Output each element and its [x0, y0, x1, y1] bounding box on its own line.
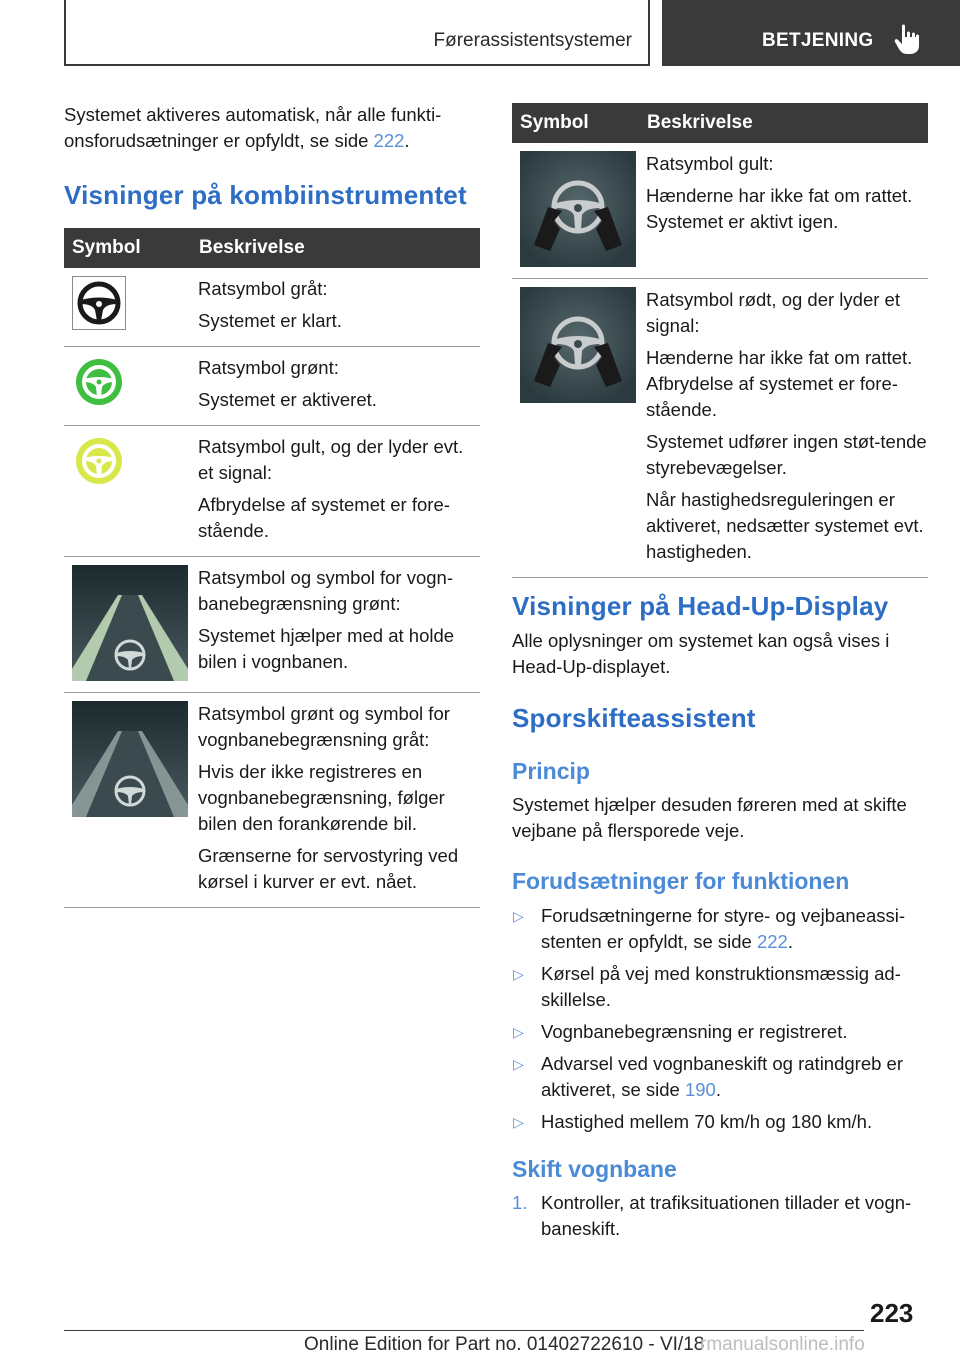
- change-lane-steps: [512, 1190, 928, 1242]
- table-row: [64, 347, 480, 426]
- hands-on-wheel-icon: [520, 151, 636, 267]
- heading-prerequisites: Forudsætninger for funktionen: [512, 868, 850, 894]
- footer-edition: Online Edition for Part no. 01402722610 - VI/18: [304, 1334, 705, 1355]
- principle-paragraph: Systemet hjælper desuden føreren med at skifte vejbane på flersporede veje.: [512, 794, 907, 841]
- page-link-190[interactable]: 190: [684, 1079, 716, 1100]
- table-header-description: Beskrivelse: [636, 103, 928, 143]
- prerequisites-list: [512, 903, 928, 1141]
- symbol-table-right: [512, 103, 928, 578]
- header-section-tab: [64, 0, 650, 66]
- list-item: ▷ Forudsætningerne for styre- og vejbaneassi-stenten er opfyldt, se side 222.: [513, 905, 906, 952]
- row-desc-2: Afbrydelse af systemet er fore-stående.: [198, 494, 450, 541]
- list-item: ▷ Advarsel ved vognbaneskift og ratindgreb er aktiveret, se side 190.: [513, 1053, 903, 1100]
- intro-paragraph: [64, 102, 480, 154]
- lane-green-icon: [72, 565, 188, 681]
- heading-lane-change-assistant: Sporskifteassistent: [512, 703, 756, 733]
- row-desc-4: Når hastighedsreguleringen er aktiveret, nedsætter systemet evt. hastigheden.: [646, 488, 924, 562]
- row-desc-2: Hænderne har ikke fat om rattet. Afbrydelse af systemet er fore-stående.: [646, 346, 913, 420]
- row-desc-2: Systemet hjælper med at holde bilen i vognbanen.: [198, 625, 455, 672]
- list-item: ▷ Hastighed mellem 70 km/h og 180 km/h.: [512, 1109, 928, 1135]
- page-number: 223: [870, 1298, 914, 1328]
- intro-end: .: [404, 130, 410, 151]
- list-item: ▷ Vognbanebegrænsning er registreret.: [512, 1019, 928, 1045]
- list-item: ▷ Kørsel på vej med konstruktionsmæssig ad-skillelse.: [513, 963, 901, 1010]
- row-desc-1: Ratsymbol rødt, og der lyder et signal:: [646, 288, 900, 336]
- row-desc-1: Ratsymbol gråt:: [198, 278, 328, 299]
- row-desc-1: Ratsymbol grønt og symbol for vognbanebegrænsning gråt:: [198, 703, 450, 750]
- heading-instrument-cluster: Visninger på kombiinstrumentet: [64, 180, 467, 210]
- steering-wheel-yellow-icon: [72, 434, 126, 488]
- row-desc-2: Hænderne har ikke fat om rattet. Systemet er aktivt igen.: [646, 185, 913, 232]
- row-desc-2: Systemet er klart.: [198, 310, 342, 331]
- page-link-222[interactable]: 222: [373, 130, 405, 151]
- header-chapter-tab: [662, 0, 960, 66]
- footer-divider: [64, 1330, 864, 1331]
- hud-paragraph: Alle oplysninger om systemet kan også vises i Head-Up-displayet.: [512, 630, 890, 677]
- steering-wheel-gray-icon: [72, 276, 126, 330]
- table-row: [512, 143, 928, 278]
- header-chapter-title: BETJENING: [762, 30, 874, 51]
- row-desc-3: Grænserne for servostyring ved kørsel i kurver er evt. nået.: [198, 845, 459, 892]
- row-desc-2: Hvis der ikke registreres en vognbanebegrænsning, følger bilen den forankørende bil.: [198, 761, 445, 834]
- intro-text: Systemet aktiveres automatisk, når alle funkti-onsforudsætninger er opfyldt, se side: [64, 104, 442, 151]
- table-row: [64, 268, 480, 347]
- row-desc-1: Ratsymbol og symbol for vogn-banebegrænsning grønt:: [198, 567, 453, 614]
- table-row: [64, 557, 480, 693]
- heading-change-lane: Skift vognbane: [512, 1156, 677, 1182]
- table-header-symbol: Symbol: [512, 103, 636, 143]
- hands-on-wheel-icon: [520, 287, 636, 403]
- table-row: [64, 426, 480, 557]
- triangle-bullet-icon: ▷: [513, 966, 524, 982]
- page-link-222[interactable]: 222: [756, 931, 788, 952]
- watermark: rmanualsonline.info: [700, 1334, 865, 1355]
- triangle-bullet-icon: ▷: [513, 1024, 524, 1040]
- step-number: 1.: [512, 1192, 528, 1213]
- header-section-title: Førerassistentsystemer: [433, 30, 632, 51]
- hand-touch-icon: [892, 22, 922, 56]
- triangle-bullet-icon: ▷: [513, 1114, 524, 1130]
- list-item: 1. Kontroller, at trafiksituationen tillader et vogn-baneskift.: [512, 1192, 912, 1239]
- row-desc-2: Systemet er aktiveret.: [198, 389, 377, 410]
- symbol-table-left: [64, 228, 480, 908]
- heading-head-up-display: Visninger på Head-Up-Display: [512, 591, 889, 621]
- row-desc-1: Ratsymbol grønt:: [198, 357, 339, 378]
- triangle-bullet-icon: ▷: [513, 1056, 524, 1072]
- heading-principle: Princip: [512, 758, 590, 784]
- table-row: [64, 693, 480, 908]
- row-desc-1: Ratsymbol gult, og der lyder evt. et signal:: [198, 436, 464, 483]
- table-header-symbol: Symbol: [64, 228, 188, 268]
- table-row: [512, 278, 928, 577]
- triangle-bullet-icon: ▷: [513, 908, 524, 924]
- row-desc-3: Systemet udfører ingen støt-tende styrebevægelser.: [646, 430, 927, 478]
- steering-wheel-green-icon: [72, 355, 126, 409]
- table-header-description: Beskrivelse: [188, 228, 480, 268]
- row-desc-1: Ratsymbol gult:: [646, 153, 774, 174]
- lane-gray-icon: [72, 701, 188, 817]
